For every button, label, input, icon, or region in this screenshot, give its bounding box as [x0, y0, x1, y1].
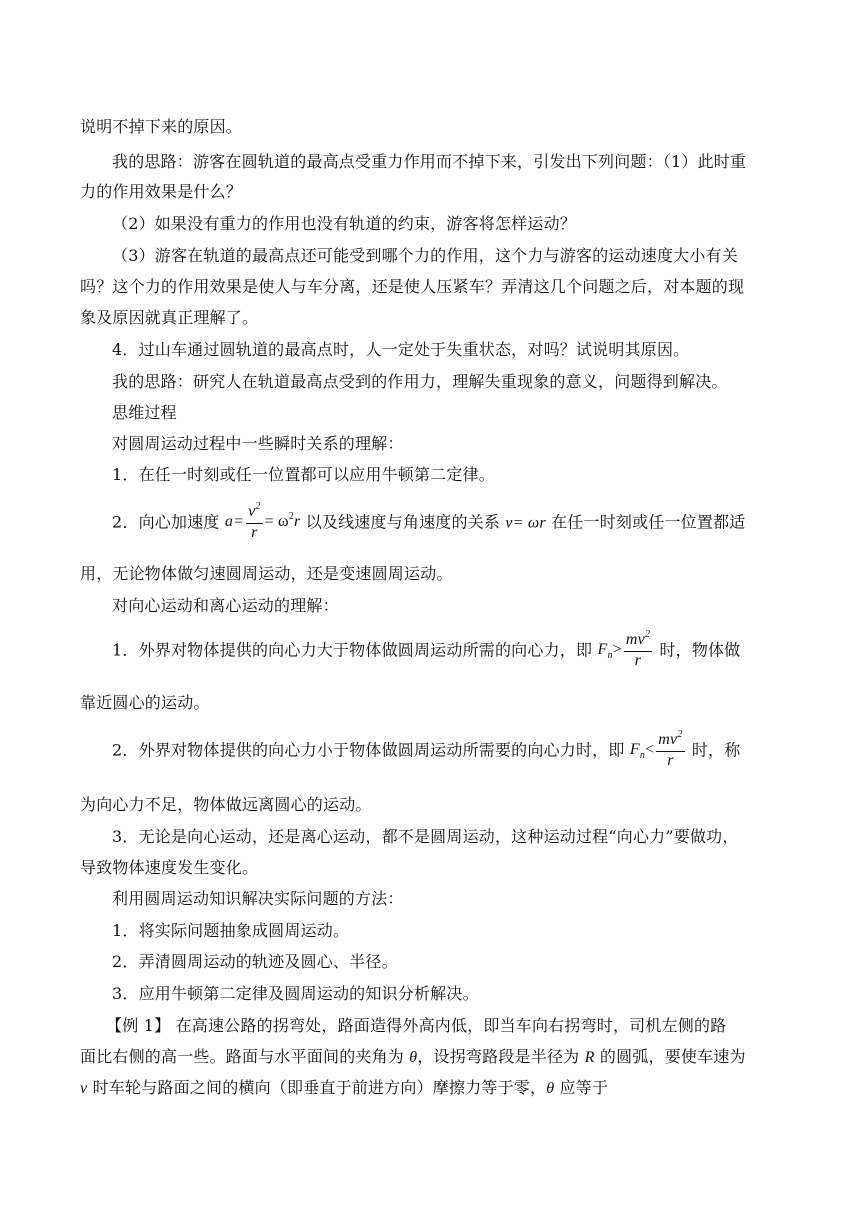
text-line: 1．在任一时刻或任一位置都可以应用牛顿第二定律。	[112, 465, 495, 484]
fraction-denominator: r	[634, 651, 642, 669]
text-line: （2）如果没有重力的作用也没有轨道的约束，游客将怎样运动？	[112, 214, 576, 233]
superscript: 2	[288, 511, 294, 522]
text-line: 导致物体速度发生变化。	[80, 858, 259, 877]
acceleration-formula	[225, 502, 301, 544]
fraction	[246, 500, 263, 542]
formula-symbol: r	[293, 513, 301, 530]
example-line	[106, 1015, 726, 1037]
text-segment: 1．外界对物体提供的向心力大于物体做圆周运动所需的向心力，即	[112, 640, 598, 660]
section-heading: 思维过程	[112, 403, 177, 422]
text-segment: 2．外界对物体提供的向心力小于物体做圆周运动所需要的向心力时，即	[112, 740, 630, 760]
text-segment: ，设拐弯路段是半径为	[417, 1047, 585, 1066]
text-line: 我的思路：游客在圆轨道的最高点受重力作用而不掉下来，引发出下列问题：（1）此时重	[112, 152, 747, 171]
fraction-denominator: r	[667, 751, 674, 769]
superscript: 2	[255, 500, 261, 512]
text-segment: 在任一时刻或任一位置都适	[551, 512, 746, 532]
text-line: 1．将实际问题抽象成圆周运动。	[112, 921, 350, 940]
text-line: 4．过山车通过圆轨道的最高点时，人一定处于失重状态，对吗？试说明其原因。	[112, 340, 690, 359]
text-line: 为向心力不足，物体做远离圆心的运动。	[80, 795, 372, 814]
example-line	[80, 1077, 608, 1100]
subscript: n	[639, 750, 646, 761]
formula-line	[112, 502, 746, 544]
operator: <	[645, 741, 655, 758]
text-segment: 面比右侧的高一些。路面与水平面间的夹角为	[80, 1047, 410, 1066]
text-segment: 以及线速度与角速度的关系	[305, 512, 506, 532]
formula-symbol: θ	[546, 1080, 555, 1097]
formula-symbol: R	[584, 1049, 595, 1066]
formula-symbol: v	[80, 1080, 88, 1097]
superscript: 2	[677, 728, 683, 740]
force-formula	[597, 630, 654, 672]
superscript: 2	[644, 628, 651, 640]
formula-symbol: F	[629, 741, 640, 758]
text-line: 3．无论是向心运动，还是离心运动，都不是圆周运动，这种运动过程“向心力”要做功，	[112, 827, 739, 846]
fraction-numerator	[656, 728, 684, 752]
fraction	[624, 628, 652, 670]
symbol: mv	[658, 730, 678, 748]
formula-symbol: = ω	[264, 513, 289, 530]
symbol: v	[248, 502, 256, 520]
fraction-numerator	[624, 628, 652, 652]
subscript: n	[607, 650, 613, 661]
fraction-numerator	[246, 500, 263, 524]
text-segment: 时车轮与路面之间的横向（即垂直于前进方向）摩擦力等于零，	[87, 1078, 547, 1097]
text-line: 说明不掉下来的原因。	[80, 117, 243, 136]
text-line: 象及原因就真正理解了。	[80, 308, 259, 327]
text-segment: 时，物体做	[659, 640, 741, 660]
text-segment: 2．向心加速度	[112, 512, 225, 532]
text-line: 我的思路：研究人在轨道最高点受到的作用力，理解失重现象的意义，问题得到解决。	[112, 372, 728, 391]
text-line: 靠近圆心的运动。	[80, 693, 210, 712]
formula-symbol: v= ωr	[505, 514, 546, 532]
text-line: 吗？这个力的作用效果是使人与车分离，还是使人压紧车？弄清这几个问题之后，对本题的现	[80, 277, 745, 296]
fraction	[656, 728, 684, 770]
text-line: 2．弄清圆周运动的轨迹及圆心、半径。	[112, 952, 398, 971]
text-line: 3．应用牛顿第二定律及圆周运动的知识分析解决。	[112, 984, 479, 1003]
text-line: 力的作用效果是什么？	[80, 182, 243, 201]
text-line: （3）游客在轨道的最高点还可能受到哪个力的作用，这个力与游客的运动速度大小有关	[112, 246, 738, 265]
text-segment: 时，称	[691, 740, 741, 760]
example-tag: 【例 1】	[106, 1016, 171, 1035]
example-line	[80, 1046, 746, 1069]
formula-symbol: θ	[409, 1049, 418, 1066]
text-segment: 的圆弧，要使车速为	[594, 1047, 746, 1066]
text-line: 用，无论物体做匀速圆周运动，还是变速圆周运动。	[80, 564, 453, 583]
formula-line	[112, 730, 740, 772]
force-formula	[630, 730, 687, 772]
formula-line	[112, 630, 740, 672]
text-line: 对圆周运动过程中一些瞬时关系的理解：	[112, 434, 404, 453]
text-line: 利用圆周运动知识解决实际问题的方法：	[112, 889, 404, 908]
text-line: 对向心运动和离心运动的理解：	[112, 596, 339, 615]
symbol: mv	[625, 630, 645, 648]
fraction-denominator: r	[251, 523, 258, 541]
text-segment: 应等于	[554, 1078, 609, 1097]
operator: >	[612, 641, 622, 658]
formula-symbol: a=	[224, 513, 245, 530]
text-segment: 在高速公路的拐弯处，路面造得外高内低，即当车向右拐弯时，司机左侧的路	[170, 1016, 727, 1035]
formula-symbol: F	[597, 641, 608, 658]
